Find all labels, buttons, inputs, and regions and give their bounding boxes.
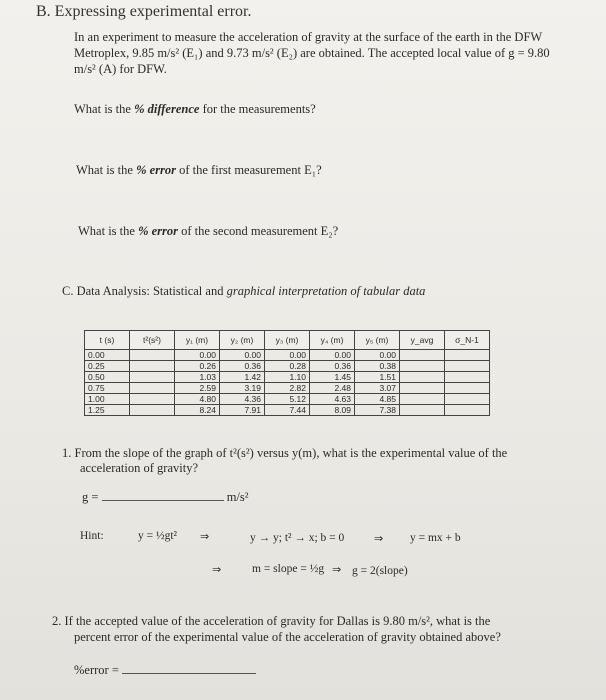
header-y3: y₃ (m): [265, 331, 310, 350]
table-cell: [445, 361, 490, 372]
percent-error-line: [74, 663, 256, 678]
table-cell: 3.07: [355, 383, 400, 394]
table-cell: 0.50: [85, 372, 130, 383]
table-cell: 0.75: [85, 383, 130, 394]
table-row: [85, 350, 490, 361]
table-cell: 0.00: [310, 350, 355, 361]
q2-prefix: What is the: [76, 163, 133, 177]
q3-suffix: of the second measurement E₂?: [181, 224, 339, 238]
header-y2: y₂ (m): [220, 331, 265, 350]
question-percent-difference: [74, 102, 316, 117]
q1-prefix: What is the: [74, 102, 131, 116]
implies-arrow-3: ⇒: [212, 563, 222, 576]
question-error-first: [76, 163, 322, 178]
implies-arrow-1: ⇒: [200, 530, 210, 543]
table-cell: 8.09: [310, 405, 355, 416]
table-cell: 1.25: [85, 405, 130, 416]
table-cell: [400, 405, 445, 416]
section-c-title-emphasis: graphical interpretation of tabular data: [226, 284, 426, 298]
table-cell: 0.26: [175, 361, 220, 372]
hint-equation-3: y = mx + b: [410, 532, 461, 544]
table-cell: 0.00: [265, 350, 310, 361]
table-cell: 4.80: [175, 394, 220, 405]
table-cell: 5.12: [265, 394, 310, 405]
table-cell: [445, 383, 490, 394]
table-cell: [130, 350, 175, 361]
table-cell: 0.38: [355, 361, 400, 372]
intro-line-3: m/s² (A) for DFW.: [74, 62, 167, 76]
table-cell: [130, 394, 175, 405]
table-cell: 4.85: [355, 394, 400, 405]
table-cell: 2.48: [310, 383, 355, 394]
table-cell: 0.00: [220, 350, 265, 361]
table-cell: 7.38: [355, 405, 400, 416]
intro-line-1: In an experiment to measure the acceleration of gravity at the surface of the earth in the DFW: [74, 30, 543, 44]
table-cell: 1.00: [85, 394, 130, 405]
item-2-line-1: 2. If the accepted value of the acceleration of gravity for Dallas is 9.80 m/s², what is the: [52, 614, 491, 628]
table-cell: 7.44: [265, 405, 310, 416]
header-sigma: σ_N-1: [445, 331, 490, 350]
percent-error-blank[interactable]: [122, 673, 256, 674]
table-cell: 3.19: [220, 383, 265, 394]
implies-arrow-2: ⇒: [374, 532, 384, 545]
g-answer-line: [82, 490, 249, 505]
table-cell: [130, 405, 175, 416]
table-cell: [130, 383, 175, 394]
header-y5: y₅ (m): [355, 331, 400, 350]
table-cell: 2.82: [265, 383, 310, 394]
table-cell: [445, 405, 490, 416]
table-cell: [130, 361, 175, 372]
header-yavg: y_avg: [400, 331, 445, 350]
hint-equation-2: y → y; t² → x; b = 0: [250, 532, 345, 544]
header-y4: y₄ (m): [310, 331, 355, 350]
item-1-line-1: 1. From the slope of the graph of t²(s²) versus y(m), what is the experimental value of the: [62, 446, 508, 460]
q1-suffix: for the measurements?: [202, 102, 316, 116]
table-cell: 0.00: [85, 350, 130, 361]
table-cell: 1.45: [310, 372, 355, 383]
hint-equation-4: m = slope = ½g: [252, 563, 325, 575]
table-cell: 0.25: [85, 361, 130, 372]
q3-emphasis: % error: [138, 224, 178, 238]
percent-error-label: %error =: [74, 663, 119, 677]
section-c-title: [62, 284, 425, 299]
table-row: [85, 372, 490, 383]
header-t: t (s): [85, 331, 130, 350]
table-cell: [400, 394, 445, 405]
section-c-title-prefix: C. Data Analysis: Statistical and: [62, 284, 224, 298]
section-b-title: B. Expressing experimental error.: [36, 3, 252, 20]
q1-emphasis: % difference: [134, 102, 200, 116]
table-cell: 1.42: [220, 372, 265, 383]
table-row: [85, 394, 490, 405]
table-cell: 0.36: [220, 361, 265, 372]
question-error-second: [78, 224, 338, 239]
table-cell: 8.24: [175, 405, 220, 416]
table-cell: 0.00: [355, 350, 400, 361]
table-row: [85, 405, 490, 416]
table-cell: 4.36: [220, 394, 265, 405]
table-cell: [445, 394, 490, 405]
table-header-row: [85, 331, 490, 350]
table-row: [85, 361, 490, 372]
item-2-line-2: percent error of the experimental value of the acceleration of gravity obtained above?: [74, 630, 501, 644]
table-cell: 0.36: [310, 361, 355, 372]
table-cell: [400, 372, 445, 383]
table-cell: 0.28: [265, 361, 310, 372]
table-cell: [130, 372, 175, 383]
hint-label: Hint:: [80, 530, 104, 542]
table-cell: [445, 350, 490, 361]
g-label: g =: [82, 490, 99, 504]
g-answer-blank[interactable]: [102, 500, 224, 501]
hint-equation-5: g = 2(slope): [352, 565, 408, 577]
table-cell: [400, 383, 445, 394]
table-cell: 1.03: [175, 372, 220, 383]
table-cell: 7.91: [220, 405, 265, 416]
table-cell: 1.10: [265, 372, 310, 383]
header-t-squared: t²(s²): [130, 331, 175, 350]
hint-equation-1: y = ½gt²: [138, 530, 178, 542]
table-cell: 0.00: [175, 350, 220, 361]
implies-arrow-4: ⇒: [332, 563, 342, 576]
table-cell: 1.51: [355, 372, 400, 383]
q2-emphasis: % error: [136, 163, 176, 177]
data-table: [84, 330, 490, 416]
table-row: [85, 383, 490, 394]
item-1-line-2: acceleration of gravity?: [80, 461, 198, 475]
table-cell: [400, 350, 445, 361]
g-unit: m/s²: [226, 490, 249, 504]
intro-line-2: Metroplex, 9.85 m/s² (E₁) and 9.73 m/s² (E₂) are obtained. The accepted local value of g = 9.80: [74, 46, 550, 60]
header-y1: y₁ (m): [175, 331, 220, 350]
table-cell: 2.59: [175, 383, 220, 394]
table-cell: [400, 361, 445, 372]
q2-suffix: of the first measurement E₁?: [179, 163, 322, 177]
table-cell: 4.63: [310, 394, 355, 405]
q3-prefix: What is the: [78, 224, 135, 238]
table-cell: [445, 372, 490, 383]
